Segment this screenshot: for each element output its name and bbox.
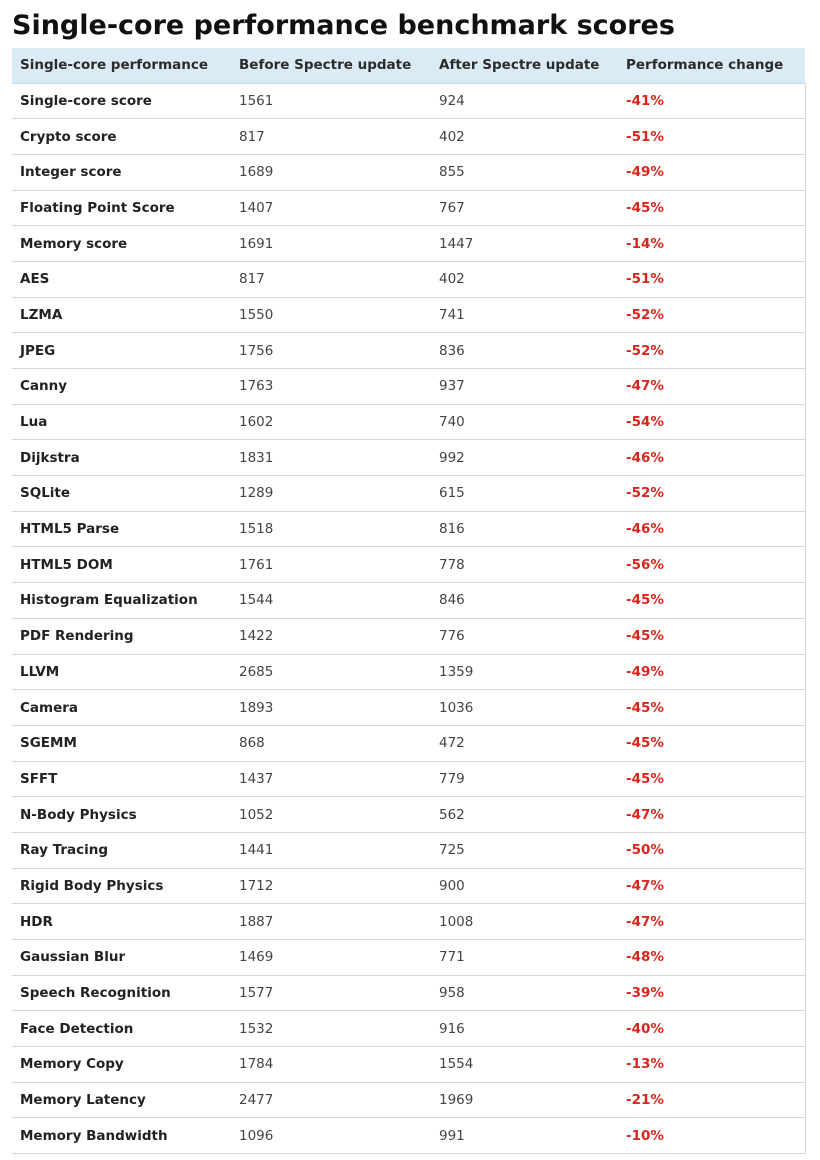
performance-change-cell: -47% [618,369,805,405]
table-row [12,654,805,690]
after-score-cell: 776 [439,628,465,645]
table-row [12,1011,805,1047]
benchmark-name-cell: HTML5 Parse [20,521,120,538]
header-after: After Spectre update [431,48,618,83]
benchmark-name-cell: Single-core score [20,92,152,109]
before-score-cell: 1761 [239,556,274,573]
performance-change-cell: -40% [618,1011,805,1047]
benchmark-name-cell: Histogram Equalization [20,592,198,609]
performance-change-cell: -45% [618,690,805,726]
before-score-cell: 868 [239,735,265,752]
before-score-cell: 1712 [239,877,274,894]
benchmark-name-cell: LLVM [20,663,60,680]
performance-change-cell: -47% [618,868,805,904]
benchmark-name-cell: Speech Recognition [20,985,171,1002]
before-score-cell: 817 [239,271,265,288]
after-score-cell: 900 [439,877,465,894]
benchmark-name-cell: Rigid Body Physics [20,877,164,894]
performance-change-cell: -10% [618,1118,805,1154]
after-score-cell: 1036 [439,699,474,716]
after-score-cell: 402 [439,271,465,288]
after-score-cell: 916 [439,1020,465,1037]
table-row [12,440,805,476]
after-score-cell: 992 [439,449,465,466]
performance-change-cell: -45% [618,583,805,619]
benchmark-name-cell: Crypto score [20,128,117,145]
page-title: Single-core performance benchmark scores [12,10,675,41]
table-row [12,1047,805,1083]
header-benchmark: Single-core performance [12,48,231,83]
table-row [12,797,805,833]
before-score-cell: 1691 [239,235,274,252]
after-score-cell: 778 [439,556,465,573]
after-score-cell: 771 [439,949,465,966]
benchmark-name-cell: Canny [20,378,68,395]
performance-change-cell: -45% [618,725,805,761]
table-row [12,369,805,405]
benchmark-name-cell: Gaussian Blur [20,949,126,966]
table-row [12,404,805,440]
after-score-cell: 740 [439,414,465,431]
before-score-cell: 1561 [239,92,274,109]
table-row [12,832,805,868]
benchmark-name-cell: SFFT [20,770,58,787]
after-score-cell: 836 [439,342,465,359]
benchmark-name-cell: Memory Copy [20,1056,124,1073]
benchmark-name-cell: HDR [20,913,53,930]
performance-change-cell: -46% [618,440,805,476]
benchmark-name-cell: Lua [20,414,48,431]
after-score-cell: 1969 [439,1092,474,1109]
after-score-cell: 615 [439,485,465,502]
benchmark-name-cell: Face Detection [20,1020,134,1037]
after-score-cell: 562 [439,806,465,823]
after-score-cell: 958 [439,985,465,1002]
table-row [12,476,805,512]
table-header [12,48,805,83]
table-body [12,83,805,1154]
table-row [12,333,805,369]
before-score-cell: 1422 [239,628,274,645]
after-score-cell: 402 [439,128,465,145]
before-score-cell: 1469 [239,949,274,966]
benchmark-name-cell: JPEG [20,342,56,359]
before-score-cell: 1784 [239,1056,274,1073]
performance-change-cell: -50% [618,832,805,868]
before-score-cell: 1550 [239,306,274,323]
before-score-cell: 1441 [239,842,274,859]
before-score-cell: 1602 [239,414,274,431]
performance-change-cell: -45% [618,618,805,654]
benchmark-name-cell: Camera [20,699,79,716]
performance-change-cell: -13% [618,1047,805,1083]
performance-change-cell: -52% [618,297,805,333]
table-row [12,1118,805,1154]
before-score-cell: 817 [239,128,265,145]
performance-change-cell: -45% [618,761,805,797]
after-score-cell: 924 [439,92,465,109]
table-row [12,1082,805,1118]
before-score-cell: 1893 [239,699,274,716]
before-score-cell: 1831 [239,449,274,466]
benchmark-name-cell: Integer score [20,164,122,181]
before-score-cell: 1289 [239,485,274,502]
performance-change-cell: -49% [618,654,805,690]
before-score-cell: 1532 [239,1020,274,1037]
performance-change-cell: -54% [618,404,805,440]
performance-change-cell: -39% [618,975,805,1011]
table-row [12,547,805,583]
after-score-cell: 1359 [439,663,474,680]
after-score-cell: 855 [439,164,465,181]
table-row [12,690,805,726]
header-change: Performance change [618,48,805,83]
after-score-cell: 991 [439,1127,465,1144]
performance-change-cell: -56% [618,547,805,583]
performance-change-cell: -47% [618,797,805,833]
benchmark-table-container [12,48,805,1154]
before-score-cell: 1756 [239,342,274,359]
table-row [12,297,805,333]
before-score-cell: 1437 [239,770,274,787]
performance-change-cell: -46% [618,511,805,547]
after-score-cell: 725 [439,842,465,859]
before-score-cell: 1052 [239,806,274,823]
table-row [12,904,805,940]
before-score-cell: 1577 [239,985,274,1002]
before-score-cell: 1096 [239,1127,274,1144]
benchmark-name-cell: Dijkstra [20,449,80,466]
before-score-cell: 1407 [239,199,274,216]
benchmark-name-cell: SGEMM [20,735,77,752]
benchmark-name-cell: Memory Bandwidth [20,1127,168,1144]
table-row [12,583,805,619]
before-score-cell: 2685 [239,663,274,680]
performance-change-cell: -45% [618,190,805,226]
after-score-cell: 846 [439,592,465,609]
after-score-cell: 816 [439,521,465,538]
table-row [12,226,805,262]
after-score-cell: 741 [439,306,465,323]
benchmark-name-cell: AES [20,271,50,288]
before-score-cell: 1544 [239,592,274,609]
performance-change-cell: -49% [618,154,805,190]
header-before: Before Spectre update [231,48,431,83]
after-score-cell: 1554 [439,1056,474,1073]
table-row [12,725,805,761]
table-row [12,154,805,190]
before-score-cell: 1689 [239,164,274,181]
performance-change-cell: -21% [618,1082,805,1118]
benchmark-name-cell: PDF Rendering [20,628,134,645]
after-score-cell: 779 [439,770,465,787]
before-score-cell: 1518 [239,521,274,538]
table-row [12,618,805,654]
benchmark-name-cell: Memory Latency [20,1092,146,1109]
table-row [12,761,805,797]
performance-change-cell: -52% [618,333,805,369]
before-score-cell: 1887 [239,913,274,930]
performance-change-cell: -14% [618,226,805,262]
performance-change-cell: -47% [618,904,805,940]
after-score-cell: 1447 [439,235,474,252]
performance-change-cell: -51% [618,261,805,297]
performance-change-cell: -51% [618,119,805,155]
before-score-cell: 2477 [239,1092,274,1109]
benchmark-name-cell: SQLite [20,485,71,502]
performance-change-cell: -52% [618,476,805,512]
table-row [12,940,805,976]
table-row [12,261,805,297]
benchmark-table [12,48,806,1154]
header-row [12,48,805,83]
benchmark-name-cell: HTML5 DOM [20,556,113,573]
table-row [12,975,805,1011]
table-row [12,119,805,155]
table-row [12,511,805,547]
table-row [12,83,805,119]
benchmark-name-cell: N-Body Physics [20,806,137,823]
after-score-cell: 767 [439,199,465,216]
table-row [12,868,805,904]
benchmark-name-cell: Memory score [20,235,128,252]
after-score-cell: 472 [439,735,465,752]
performance-change-cell: -48% [618,940,805,976]
after-score-cell: 937 [439,378,465,395]
performance-change-cell: -41% [618,83,805,119]
table-row [12,190,805,226]
benchmark-name-cell: Floating Point Score [20,199,175,216]
benchmark-name-cell: LZMA [20,306,63,323]
benchmark-name-cell: Ray Tracing [20,842,108,859]
before-score-cell: 1763 [239,378,274,395]
after-score-cell: 1008 [439,913,474,930]
